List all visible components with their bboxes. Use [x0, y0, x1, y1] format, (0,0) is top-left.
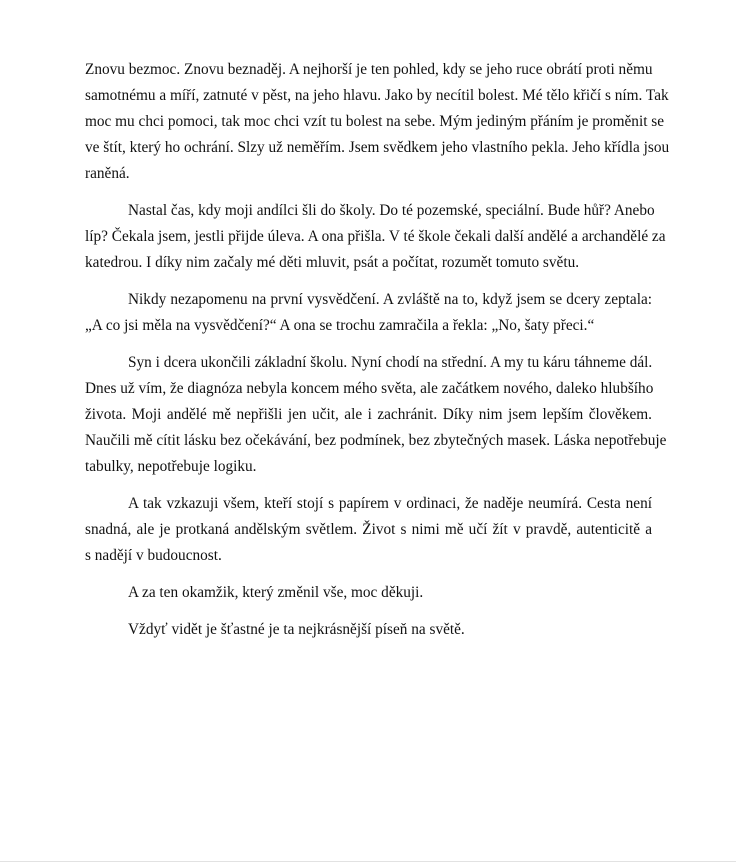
paragraph	[85, 580, 652, 606]
paragraph	[85, 491, 652, 569]
text-line: Vždyť vidět je šťastné je ta nejkrásnější píseň na světě.	[128, 621, 465, 638]
text-line: katedrou. I díky nim začaly mé děti mluvit, psát a počítat, rozumět tomuto světu.	[85, 254, 580, 271]
text-line: „A co jsi měla na vysvědčení?“ A ona se trochu zamračila a řekla: „No, šaty přeci.“	[85, 317, 595, 334]
text-line: s nadějí v budoucnost.	[85, 547, 222, 564]
text-line: A za ten okamžik, který změnil vše, moc děkuji.	[128, 584, 424, 601]
text-line: života. Moji andělé mě nepřišli jen učit, ale i zachránit. Díky nim jsem lepším člověkem.	[85, 406, 652, 423]
text-line: moc mu chci pomoci, tak moc chci vzít tu bolest na sebe. Mým jediným přáním je proměnit se	[85, 113, 665, 130]
text-line: Znovu bezmoc. Znovu beznaděj. A nejhorší je ten pohled, kdy se jeho ruce obrátí proti němu	[85, 61, 653, 78]
document-page	[85, 57, 670, 654]
paragraph	[85, 287, 652, 339]
text-line: Naučili mě cítit lásku bez očekávání, bez podmínek, bez zbytečných masek. Láska nepotřebuje	[85, 432, 667, 449]
text-line: Syn i dcera ukončili základní školu. Nyní chodí na střední. A my tu káru táhneme dál.	[128, 354, 653, 371]
text-line: líp? Čekala jsem, jestli přijde úleva. A ona přišla. V té škole čekali další andělé a archandělé za	[85, 228, 666, 245]
text-line: Nikdy nezapomenu na první vysvědčení. A zvláště na to, když jsem se dcery zeptala:	[128, 291, 652, 308]
paragraph	[85, 350, 667, 480]
paragraph	[85, 617, 652, 643]
paragraph	[85, 57, 670, 187]
text-line: A tak vzkazuji všem, kteří stojí s papírem v ordinaci, že naděje neumírá. Cesta není	[128, 495, 652, 512]
paragraph	[85, 198, 666, 276]
text-line: raněná.	[85, 165, 130, 182]
text-line: samotnému a míří, zatnuté v pěst, na jeho hlavu. Jako by necítil bolest. Mé tělo křičí s ním. Tak	[85, 87, 669, 104]
text-line: Dnes už vím, že diagnóza nebyla koncem mého světa, ale začátkem nového, daleko hlubšího	[85, 380, 654, 397]
text-line: snadná, ale je protkaná andělským světlem. Život s nimi mě učí žít v pravdě, autenticitě a	[85, 521, 652, 538]
text-line: Nastal čas, kdy moji andílci šli do školy. Do té pozemské, speciální. Bude hůř? Anebo	[128, 202, 655, 219]
text-line: ve štít, který ho ochrání. Slzy už neměřím. Jsem svědkem jeho vlastního pekla. Jeho křídla jsou	[85, 139, 670, 156]
text-line: tabulky, nepotřebuje logiku.	[85, 458, 257, 475]
